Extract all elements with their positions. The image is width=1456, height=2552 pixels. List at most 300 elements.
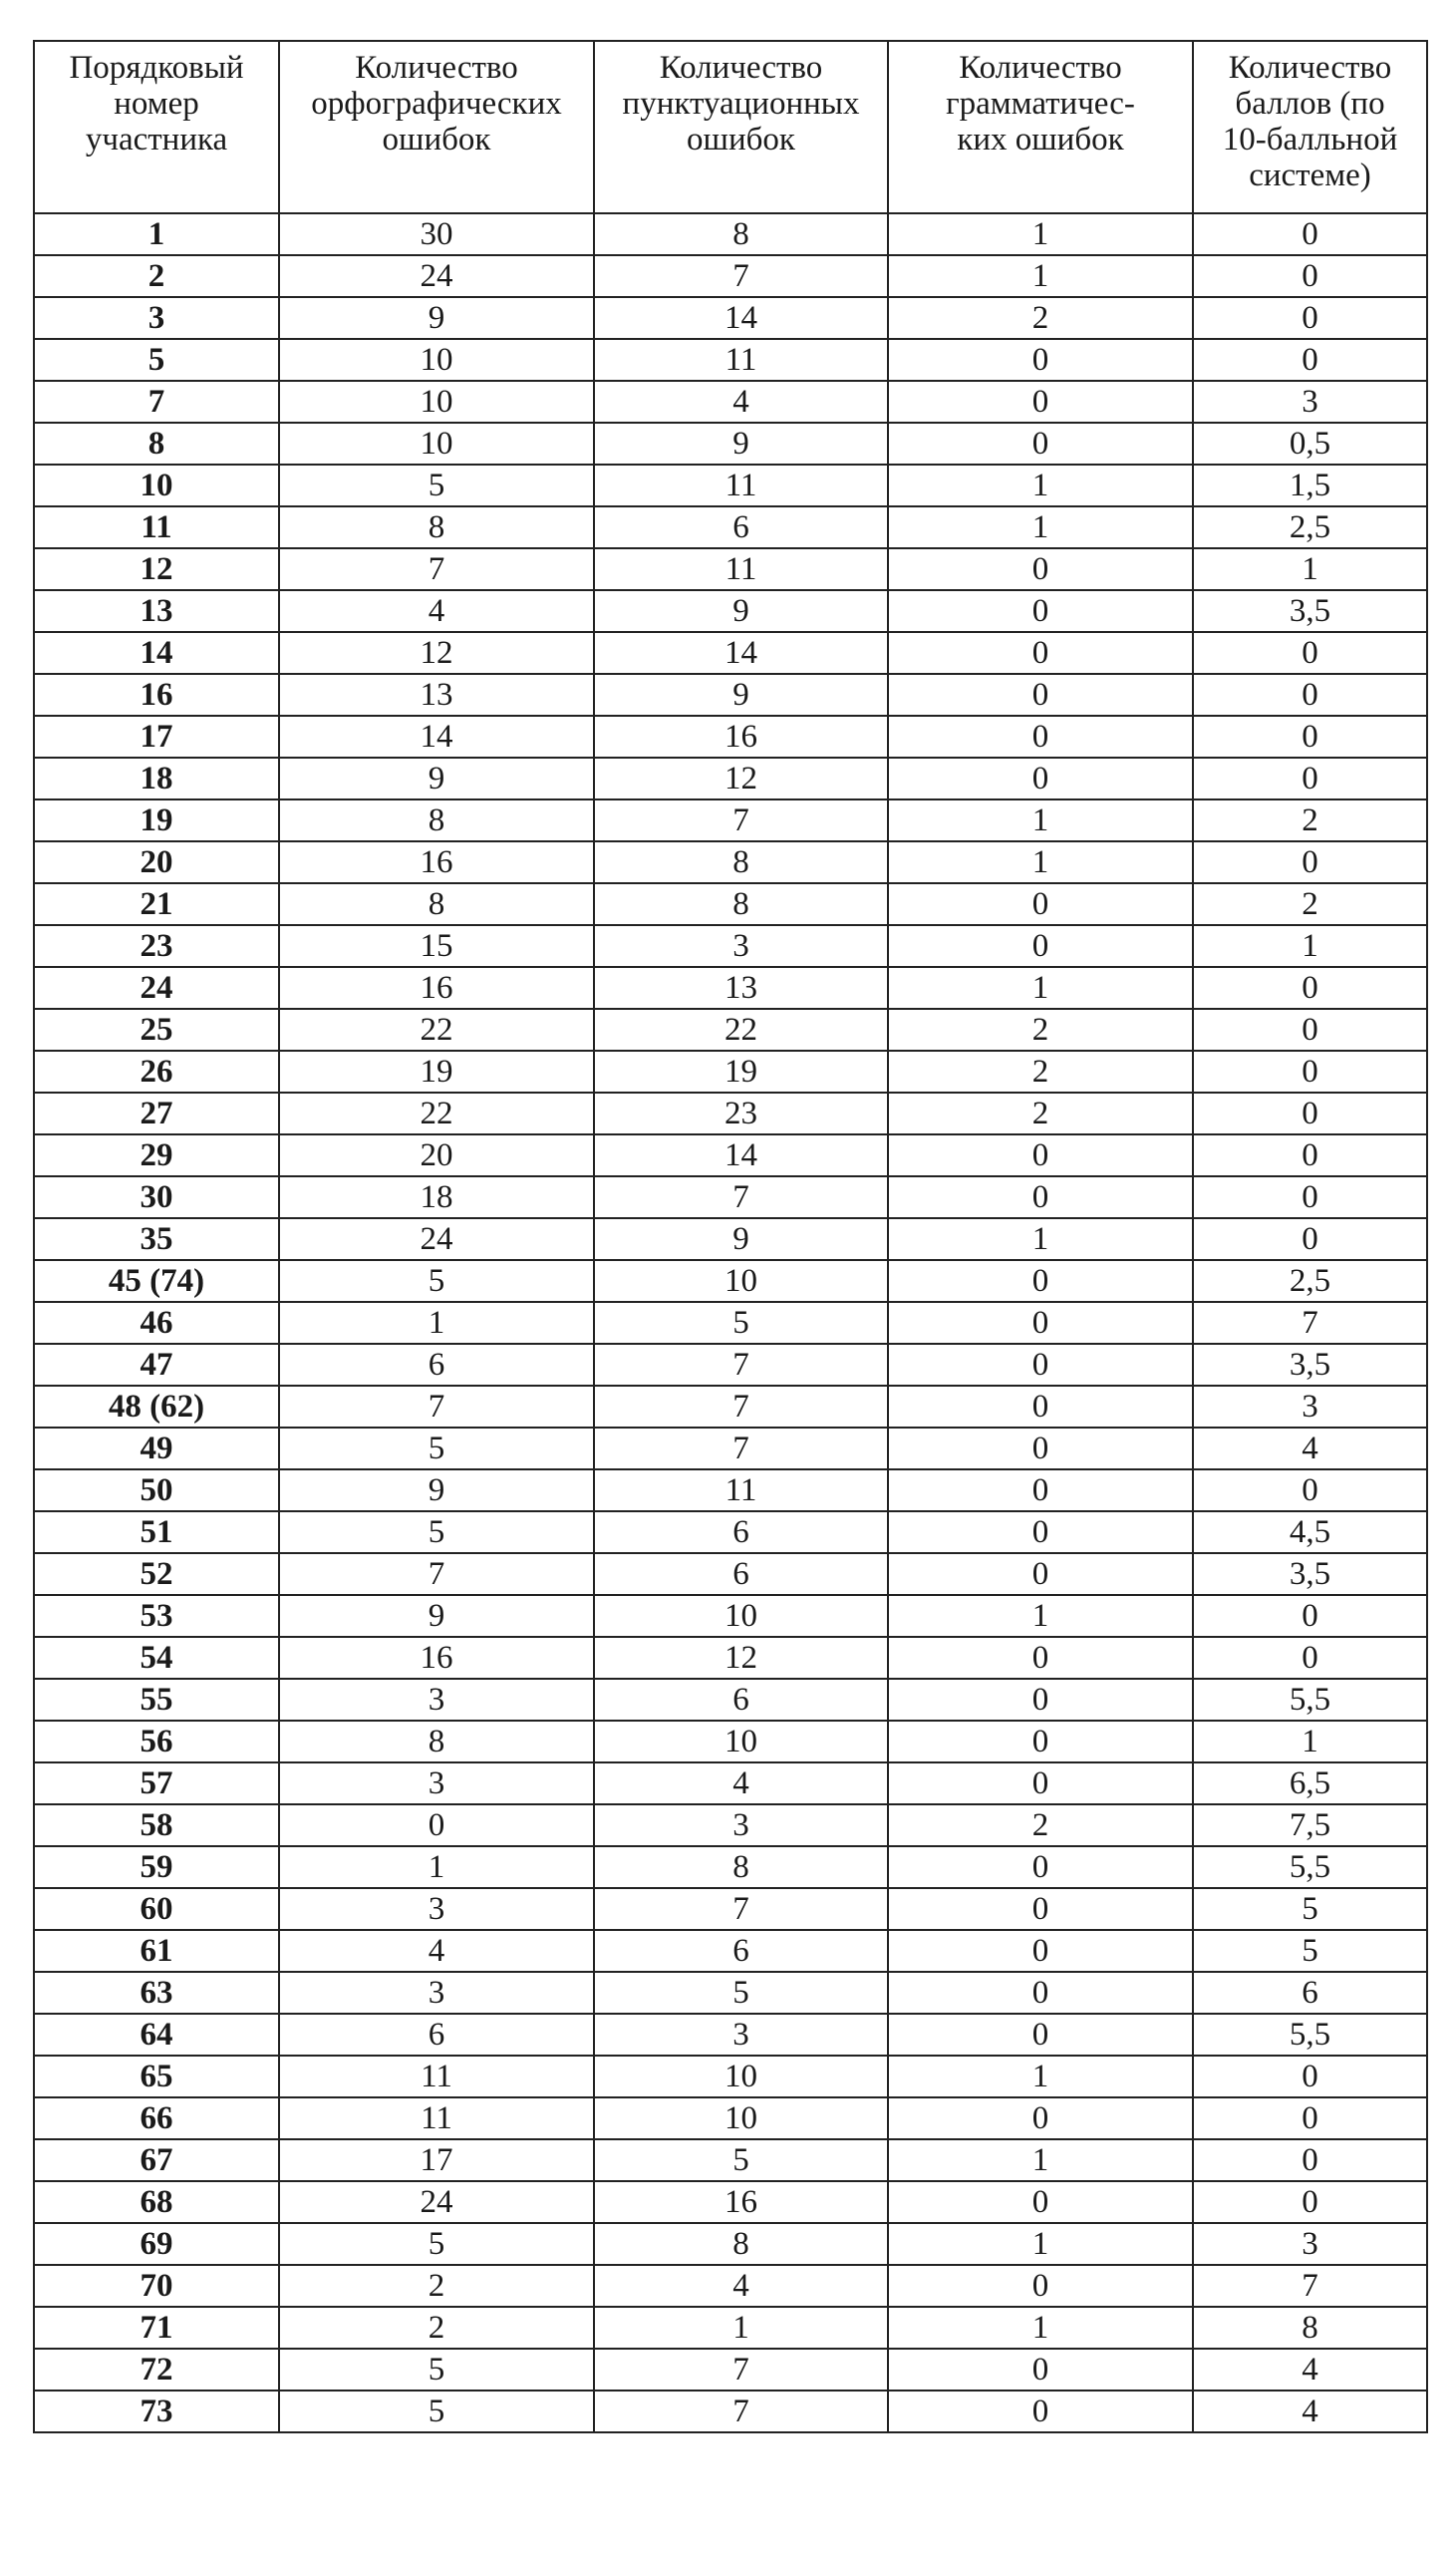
spelling-errors-cell: 2 (279, 2265, 594, 2307)
participant-number-cell: 17 (34, 716, 279, 758)
header-spelling-errors: Количество орфографических ошибок (279, 41, 594, 213)
table-row (34, 925, 1427, 967)
grammar-errors-cell: 0 (888, 1930, 1193, 1972)
table-row (34, 841, 1427, 883)
grammar-errors-cell: 2 (888, 1093, 1193, 1134)
participant-number-cell: 14 (34, 632, 279, 674)
score-cell: 4 (1193, 2349, 1427, 2391)
punctuation-errors-cell: 10 (594, 1260, 888, 1302)
table-row (34, 632, 1427, 674)
grammar-errors-cell: 2 (888, 297, 1193, 339)
score-cell: 4,5 (1193, 1511, 1427, 1553)
score-cell: 0 (1193, 213, 1427, 255)
spelling-errors-cell: 5 (279, 2223, 594, 2265)
table-row (34, 1888, 1427, 1930)
participant-number-cell: 72 (34, 2349, 279, 2391)
table-row (34, 1218, 1427, 1260)
table-row (34, 1302, 1427, 1344)
spelling-errors-cell: 10 (279, 381, 594, 423)
grammar-errors-cell: 0 (888, 1721, 1193, 1762)
table-row (34, 674, 1427, 716)
participant-number-cell: 48 (62) (34, 1386, 279, 1428)
table-row (34, 799, 1427, 841)
score-cell: 0 (1193, 674, 1427, 716)
table-row (34, 1134, 1427, 1176)
punctuation-errors-cell: 9 (594, 590, 888, 632)
punctuation-errors-cell: 6 (594, 1930, 888, 1972)
spelling-errors-cell: 0 (279, 1804, 594, 1846)
spelling-errors-cell: 16 (279, 1637, 594, 1679)
spelling-errors-cell: 5 (279, 465, 594, 506)
spelling-errors-cell: 20 (279, 1134, 594, 1176)
table-row (34, 758, 1427, 799)
spelling-errors-cell: 18 (279, 1176, 594, 1218)
grammar-errors-cell: 0 (888, 2181, 1193, 2223)
grammar-errors-cell: 0 (888, 1386, 1193, 1428)
participant-number-cell: 25 (34, 1009, 279, 1051)
participant-number-cell: 61 (34, 1930, 279, 1972)
punctuation-errors-cell: 9 (594, 423, 888, 465)
participant-number-cell: 66 (34, 2097, 279, 2139)
table-row (34, 465, 1427, 506)
score-cell: 3,5 (1193, 590, 1427, 632)
table-row (34, 1009, 1427, 1051)
spelling-errors-cell: 10 (279, 339, 594, 381)
score-cell: 2 (1193, 883, 1427, 925)
punctuation-errors-cell: 10 (594, 2056, 888, 2097)
spelling-errors-cell: 5 (279, 1511, 594, 1553)
table-row (34, 967, 1427, 1009)
score-cell: 8 (1193, 2307, 1427, 2349)
grammar-errors-cell: 0 (888, 1176, 1193, 1218)
score-cell: 6 (1193, 1972, 1427, 2014)
participant-number-cell: 63 (34, 1972, 279, 2014)
spelling-errors-cell: 4 (279, 1930, 594, 1972)
grammar-errors-cell: 1 (888, 255, 1193, 297)
punctuation-errors-cell: 7 (594, 2349, 888, 2391)
grammar-errors-cell: 0 (888, 2391, 1193, 2432)
score-cell: 5,5 (1193, 2014, 1427, 2056)
participant-number-cell: 53 (34, 1595, 279, 1637)
score-cell: 0 (1193, 1134, 1427, 1176)
spelling-errors-cell: 17 (279, 2139, 594, 2181)
grammar-errors-cell: 0 (888, 339, 1193, 381)
table-row (34, 2307, 1427, 2349)
table-row (34, 297, 1427, 339)
grammar-errors-cell: 0 (888, 1260, 1193, 1302)
spelling-errors-cell: 14 (279, 716, 594, 758)
score-cell: 3 (1193, 381, 1427, 423)
table-row (34, 1721, 1427, 1762)
grammar-errors-cell: 0 (888, 2265, 1193, 2307)
participant-number-cell: 68 (34, 2181, 279, 2223)
participant-number-cell: 5 (34, 339, 279, 381)
grammar-errors-cell: 0 (888, 1511, 1193, 1553)
grammar-errors-cell: 0 (888, 548, 1193, 590)
participant-number-cell: 26 (34, 1051, 279, 1093)
grammar-errors-cell: 1 (888, 799, 1193, 841)
punctuation-errors-cell: 7 (594, 1428, 888, 1469)
score-cell: 0 (1193, 632, 1427, 674)
punctuation-errors-cell: 14 (594, 632, 888, 674)
score-cell: 0 (1193, 1218, 1427, 1260)
punctuation-errors-cell: 6 (594, 1679, 888, 1721)
participant-number-cell: 1 (34, 213, 279, 255)
score-cell: 0 (1193, 1176, 1427, 1218)
punctuation-errors-cell: 11 (594, 1469, 888, 1511)
punctuation-errors-cell: 14 (594, 297, 888, 339)
table-row (34, 2056, 1427, 2097)
header-score: Количество баллов (по 10-балльной системе) (1193, 41, 1427, 213)
score-cell: 1 (1193, 1721, 1427, 1762)
table-row (34, 1469, 1427, 1511)
grammar-errors-cell: 1 (888, 841, 1193, 883)
participant-number-cell: 55 (34, 1679, 279, 1721)
spelling-errors-cell: 11 (279, 2097, 594, 2139)
spelling-errors-cell: 12 (279, 632, 594, 674)
participant-number-cell: 45 (74) (34, 1260, 279, 1302)
spelling-errors-cell: 7 (279, 1386, 594, 1428)
grammar-errors-cell: 1 (888, 213, 1193, 255)
score-cell: 2 (1193, 799, 1427, 841)
participant-number-cell: 10 (34, 465, 279, 506)
participant-number-cell: 13 (34, 590, 279, 632)
participant-number-cell: 73 (34, 2391, 279, 2432)
participant-number-cell: 47 (34, 1344, 279, 1386)
punctuation-errors-cell: 12 (594, 758, 888, 799)
score-cell: 2,5 (1193, 1260, 1427, 1302)
grammar-errors-cell: 1 (888, 2223, 1193, 2265)
score-cell: 7 (1193, 2265, 1427, 2307)
spelling-errors-cell: 3 (279, 1679, 594, 1721)
punctuation-errors-cell: 5 (594, 2139, 888, 2181)
grammar-errors-cell: 1 (888, 1595, 1193, 1637)
participant-number-cell: 3 (34, 297, 279, 339)
table-row (34, 1093, 1427, 1134)
punctuation-errors-cell: 22 (594, 1009, 888, 1051)
grammar-errors-cell: 0 (888, 632, 1193, 674)
score-cell: 4 (1193, 2391, 1427, 2432)
spelling-errors-cell: 7 (279, 548, 594, 590)
participant-number-cell: 12 (34, 548, 279, 590)
table-row (34, 506, 1427, 548)
punctuation-errors-cell: 8 (594, 213, 888, 255)
participant-number-cell: 70 (34, 2265, 279, 2307)
score-cell: 0 (1193, 1009, 1427, 1051)
participant-number-cell: 46 (34, 1302, 279, 1344)
grammar-errors-cell: 1 (888, 2307, 1193, 2349)
spelling-errors-cell: 2 (279, 2307, 594, 2349)
score-cell: 0 (1193, 2139, 1427, 2181)
participant-number-cell: 7 (34, 381, 279, 423)
table-body (34, 213, 1427, 2432)
score-cell: 5,5 (1193, 1846, 1427, 1888)
participant-number-cell: 30 (34, 1176, 279, 1218)
grammar-errors-cell: 1 (888, 2056, 1193, 2097)
grammar-errors-cell: 0 (888, 1846, 1193, 1888)
spelling-errors-cell: 9 (279, 1469, 594, 1511)
table-row (34, 1762, 1427, 1804)
grammar-errors-cell: 0 (888, 2349, 1193, 2391)
grammar-errors-cell: 0 (888, 1553, 1193, 1595)
score-cell: 0 (1193, 1051, 1427, 1093)
spelling-errors-cell: 22 (279, 1093, 594, 1134)
participant-number-cell: 24 (34, 967, 279, 1009)
punctuation-errors-cell: 3 (594, 925, 888, 967)
grammar-errors-cell: 1 (888, 967, 1193, 1009)
score-cell: 5,5 (1193, 1679, 1427, 1721)
score-cell: 0 (1193, 1469, 1427, 1511)
punctuation-errors-cell: 3 (594, 2014, 888, 2056)
table-row (34, 1176, 1427, 1218)
table-row (34, 1972, 1427, 2014)
table-row (34, 339, 1427, 381)
table-row (34, 381, 1427, 423)
punctuation-errors-cell: 7 (594, 255, 888, 297)
participant-number-cell: 50 (34, 1469, 279, 1511)
grammar-errors-cell: 0 (888, 925, 1193, 967)
spelling-errors-cell: 3 (279, 1762, 594, 1804)
punctuation-errors-cell: 14 (594, 1134, 888, 1176)
participant-number-cell: 54 (34, 1637, 279, 1679)
table-row (34, 1553, 1427, 1595)
spelling-errors-cell: 16 (279, 967, 594, 1009)
score-cell: 1,5 (1193, 465, 1427, 506)
table-row (34, 1846, 1427, 1888)
participant-number-cell: 60 (34, 1888, 279, 1930)
table-row (34, 2014, 1427, 2056)
grammar-errors-cell: 0 (888, 1344, 1193, 1386)
table-row (34, 2223, 1427, 2265)
participant-number-cell: 18 (34, 758, 279, 799)
score-cell: 7 (1193, 1302, 1427, 1344)
grammar-errors-cell: 0 (888, 423, 1193, 465)
score-cell: 2,5 (1193, 506, 1427, 548)
participant-number-cell: 2 (34, 255, 279, 297)
grammar-errors-cell: 2 (888, 1051, 1193, 1093)
participant-number-cell: 20 (34, 841, 279, 883)
spelling-errors-cell: 3 (279, 1972, 594, 2014)
score-cell: 3,5 (1193, 1553, 1427, 1595)
table-row (34, 1804, 1427, 1846)
spelling-errors-cell: 9 (279, 1595, 594, 1637)
participant-number-cell: 19 (34, 799, 279, 841)
grammar-errors-cell: 0 (888, 1302, 1193, 1344)
participant-number-cell: 71 (34, 2307, 279, 2349)
grammar-errors-cell: 0 (888, 381, 1193, 423)
participant-number-cell: 51 (34, 1511, 279, 1553)
participant-number-cell: 69 (34, 2223, 279, 2265)
table-row (34, 1511, 1427, 1553)
participant-number-cell: 67 (34, 2139, 279, 2181)
header-punctuation-errors: Количество пунктуационных ошибок (594, 41, 888, 213)
punctuation-errors-cell: 11 (594, 465, 888, 506)
spelling-errors-cell: 30 (279, 213, 594, 255)
punctuation-errors-cell: 1 (594, 2307, 888, 2349)
punctuation-errors-cell: 11 (594, 548, 888, 590)
participant-number-cell: 8 (34, 423, 279, 465)
table-row (34, 883, 1427, 925)
participant-number-cell: 27 (34, 1093, 279, 1134)
score-cell: 0 (1193, 716, 1427, 758)
grammar-errors-cell: 0 (888, 1469, 1193, 1511)
table-row (34, 1260, 1427, 1302)
spelling-errors-cell: 5 (279, 1428, 594, 1469)
table-row (34, 2391, 1427, 2432)
punctuation-errors-cell: 4 (594, 2265, 888, 2307)
punctuation-errors-cell: 3 (594, 1804, 888, 1846)
punctuation-errors-cell: 19 (594, 1051, 888, 1093)
score-cell: 0 (1193, 1595, 1427, 1637)
punctuation-errors-cell: 10 (594, 2097, 888, 2139)
score-cell: 7,5 (1193, 1804, 1427, 1846)
grammar-errors-cell: 2 (888, 1009, 1193, 1051)
results-table (33, 40, 1428, 2433)
punctuation-errors-cell: 8 (594, 841, 888, 883)
punctuation-errors-cell: 5 (594, 1302, 888, 1344)
participant-number-cell: 58 (34, 1804, 279, 1846)
punctuation-errors-cell: 4 (594, 1762, 888, 1804)
punctuation-errors-cell: 7 (594, 799, 888, 841)
participant-number-cell: 59 (34, 1846, 279, 1888)
punctuation-errors-cell: 4 (594, 381, 888, 423)
spelling-errors-cell: 5 (279, 2349, 594, 2391)
table-row (34, 2349, 1427, 2391)
score-cell: 0 (1193, 297, 1427, 339)
participant-number-cell: 21 (34, 883, 279, 925)
score-cell: 0 (1193, 758, 1427, 799)
table-row (34, 1679, 1427, 1721)
table-row (34, 255, 1427, 297)
grammar-errors-cell: 1 (888, 2139, 1193, 2181)
punctuation-errors-cell: 11 (594, 339, 888, 381)
grammar-errors-cell: 2 (888, 1804, 1193, 1846)
spelling-errors-cell: 1 (279, 1846, 594, 1888)
punctuation-errors-cell: 7 (594, 1176, 888, 1218)
score-cell: 5 (1193, 1930, 1427, 1972)
punctuation-errors-cell: 6 (594, 1553, 888, 1595)
punctuation-errors-cell: 9 (594, 674, 888, 716)
grammar-errors-cell: 0 (888, 2014, 1193, 2056)
score-cell: 6,5 (1193, 1762, 1427, 1804)
spelling-errors-cell: 9 (279, 758, 594, 799)
spelling-errors-cell: 8 (279, 883, 594, 925)
participant-number-cell: 57 (34, 1762, 279, 1804)
spelling-errors-cell: 10 (279, 423, 594, 465)
grammar-errors-cell: 0 (888, 1888, 1193, 1930)
spelling-errors-cell: 16 (279, 841, 594, 883)
table-row (34, 2265, 1427, 2307)
table-row (34, 1386, 1427, 1428)
participant-number-cell: 65 (34, 2056, 279, 2097)
spelling-errors-cell: 24 (279, 1218, 594, 1260)
spelling-errors-cell: 6 (279, 2014, 594, 2056)
punctuation-errors-cell: 13 (594, 967, 888, 1009)
punctuation-errors-cell: 7 (594, 2391, 888, 2432)
score-cell: 0 (1193, 1093, 1427, 1134)
table-row (34, 1637, 1427, 1679)
spelling-errors-cell: 8 (279, 799, 594, 841)
score-cell: 3,5 (1193, 1344, 1427, 1386)
table-row (34, 1344, 1427, 1386)
punctuation-errors-cell: 8 (594, 883, 888, 925)
participant-number-cell: 64 (34, 2014, 279, 2056)
punctuation-errors-cell: 7 (594, 1386, 888, 1428)
punctuation-errors-cell: 7 (594, 1344, 888, 1386)
grammar-errors-cell: 0 (888, 1428, 1193, 1469)
grammar-errors-cell: 0 (888, 758, 1193, 799)
participant-number-cell: 23 (34, 925, 279, 967)
spelling-errors-cell: 24 (279, 2181, 594, 2223)
table-row (34, 1930, 1427, 1972)
score-cell: 0 (1193, 2181, 1427, 2223)
punctuation-errors-cell: 5 (594, 1972, 888, 2014)
spelling-errors-cell: 5 (279, 1260, 594, 1302)
punctuation-errors-cell: 6 (594, 506, 888, 548)
participant-number-cell: 11 (34, 506, 279, 548)
score-cell: 4 (1193, 1428, 1427, 1469)
participant-number-cell: 49 (34, 1428, 279, 1469)
grammar-errors-cell: 0 (888, 2097, 1193, 2139)
table-row (34, 1051, 1427, 1093)
score-cell: 3 (1193, 2223, 1427, 2265)
score-cell: 0 (1193, 255, 1427, 297)
spelling-errors-cell: 4 (279, 590, 594, 632)
table-row (34, 590, 1427, 632)
table-row (34, 548, 1427, 590)
punctuation-errors-cell: 23 (594, 1093, 888, 1134)
spelling-errors-cell: 15 (279, 925, 594, 967)
header-grammar-errors: Количество грамматичес- ких ошибок (888, 41, 1193, 213)
punctuation-errors-cell: 10 (594, 1721, 888, 1762)
grammar-errors-cell: 1 (888, 1218, 1193, 1260)
spelling-errors-cell: 11 (279, 2056, 594, 2097)
table-row (34, 213, 1427, 255)
score-cell: 0 (1193, 1637, 1427, 1679)
punctuation-errors-cell: 16 (594, 2181, 888, 2223)
grammar-errors-cell: 0 (888, 1134, 1193, 1176)
punctuation-errors-cell: 16 (594, 716, 888, 758)
score-cell: 5 (1193, 1888, 1427, 1930)
punctuation-errors-cell: 8 (594, 2223, 888, 2265)
score-cell: 3 (1193, 1386, 1427, 1428)
spelling-errors-cell: 8 (279, 506, 594, 548)
participant-number-cell: 56 (34, 1721, 279, 1762)
score-cell: 0 (1193, 2056, 1427, 2097)
grammar-errors-cell: 0 (888, 883, 1193, 925)
grammar-errors-cell: 0 (888, 1637, 1193, 1679)
table-row (34, 1595, 1427, 1637)
punctuation-errors-cell: 12 (594, 1637, 888, 1679)
punctuation-errors-cell: 9 (594, 1218, 888, 1260)
spelling-errors-cell: 22 (279, 1009, 594, 1051)
spelling-errors-cell: 19 (279, 1051, 594, 1093)
header-participant-number: Порядковый номер участника (34, 41, 279, 213)
grammar-errors-cell: 0 (888, 1762, 1193, 1804)
grammar-errors-cell: 0 (888, 1972, 1193, 2014)
header-row (34, 41, 1427, 213)
score-cell: 1 (1193, 548, 1427, 590)
table-row (34, 2139, 1427, 2181)
grammar-errors-cell: 0 (888, 716, 1193, 758)
score-cell: 0 (1193, 841, 1427, 883)
punctuation-errors-cell: 7 (594, 1888, 888, 1930)
punctuation-errors-cell: 10 (594, 1595, 888, 1637)
spelling-errors-cell: 24 (279, 255, 594, 297)
score-cell: 0 (1193, 339, 1427, 381)
spelling-errors-cell: 8 (279, 1721, 594, 1762)
table-row (34, 716, 1427, 758)
